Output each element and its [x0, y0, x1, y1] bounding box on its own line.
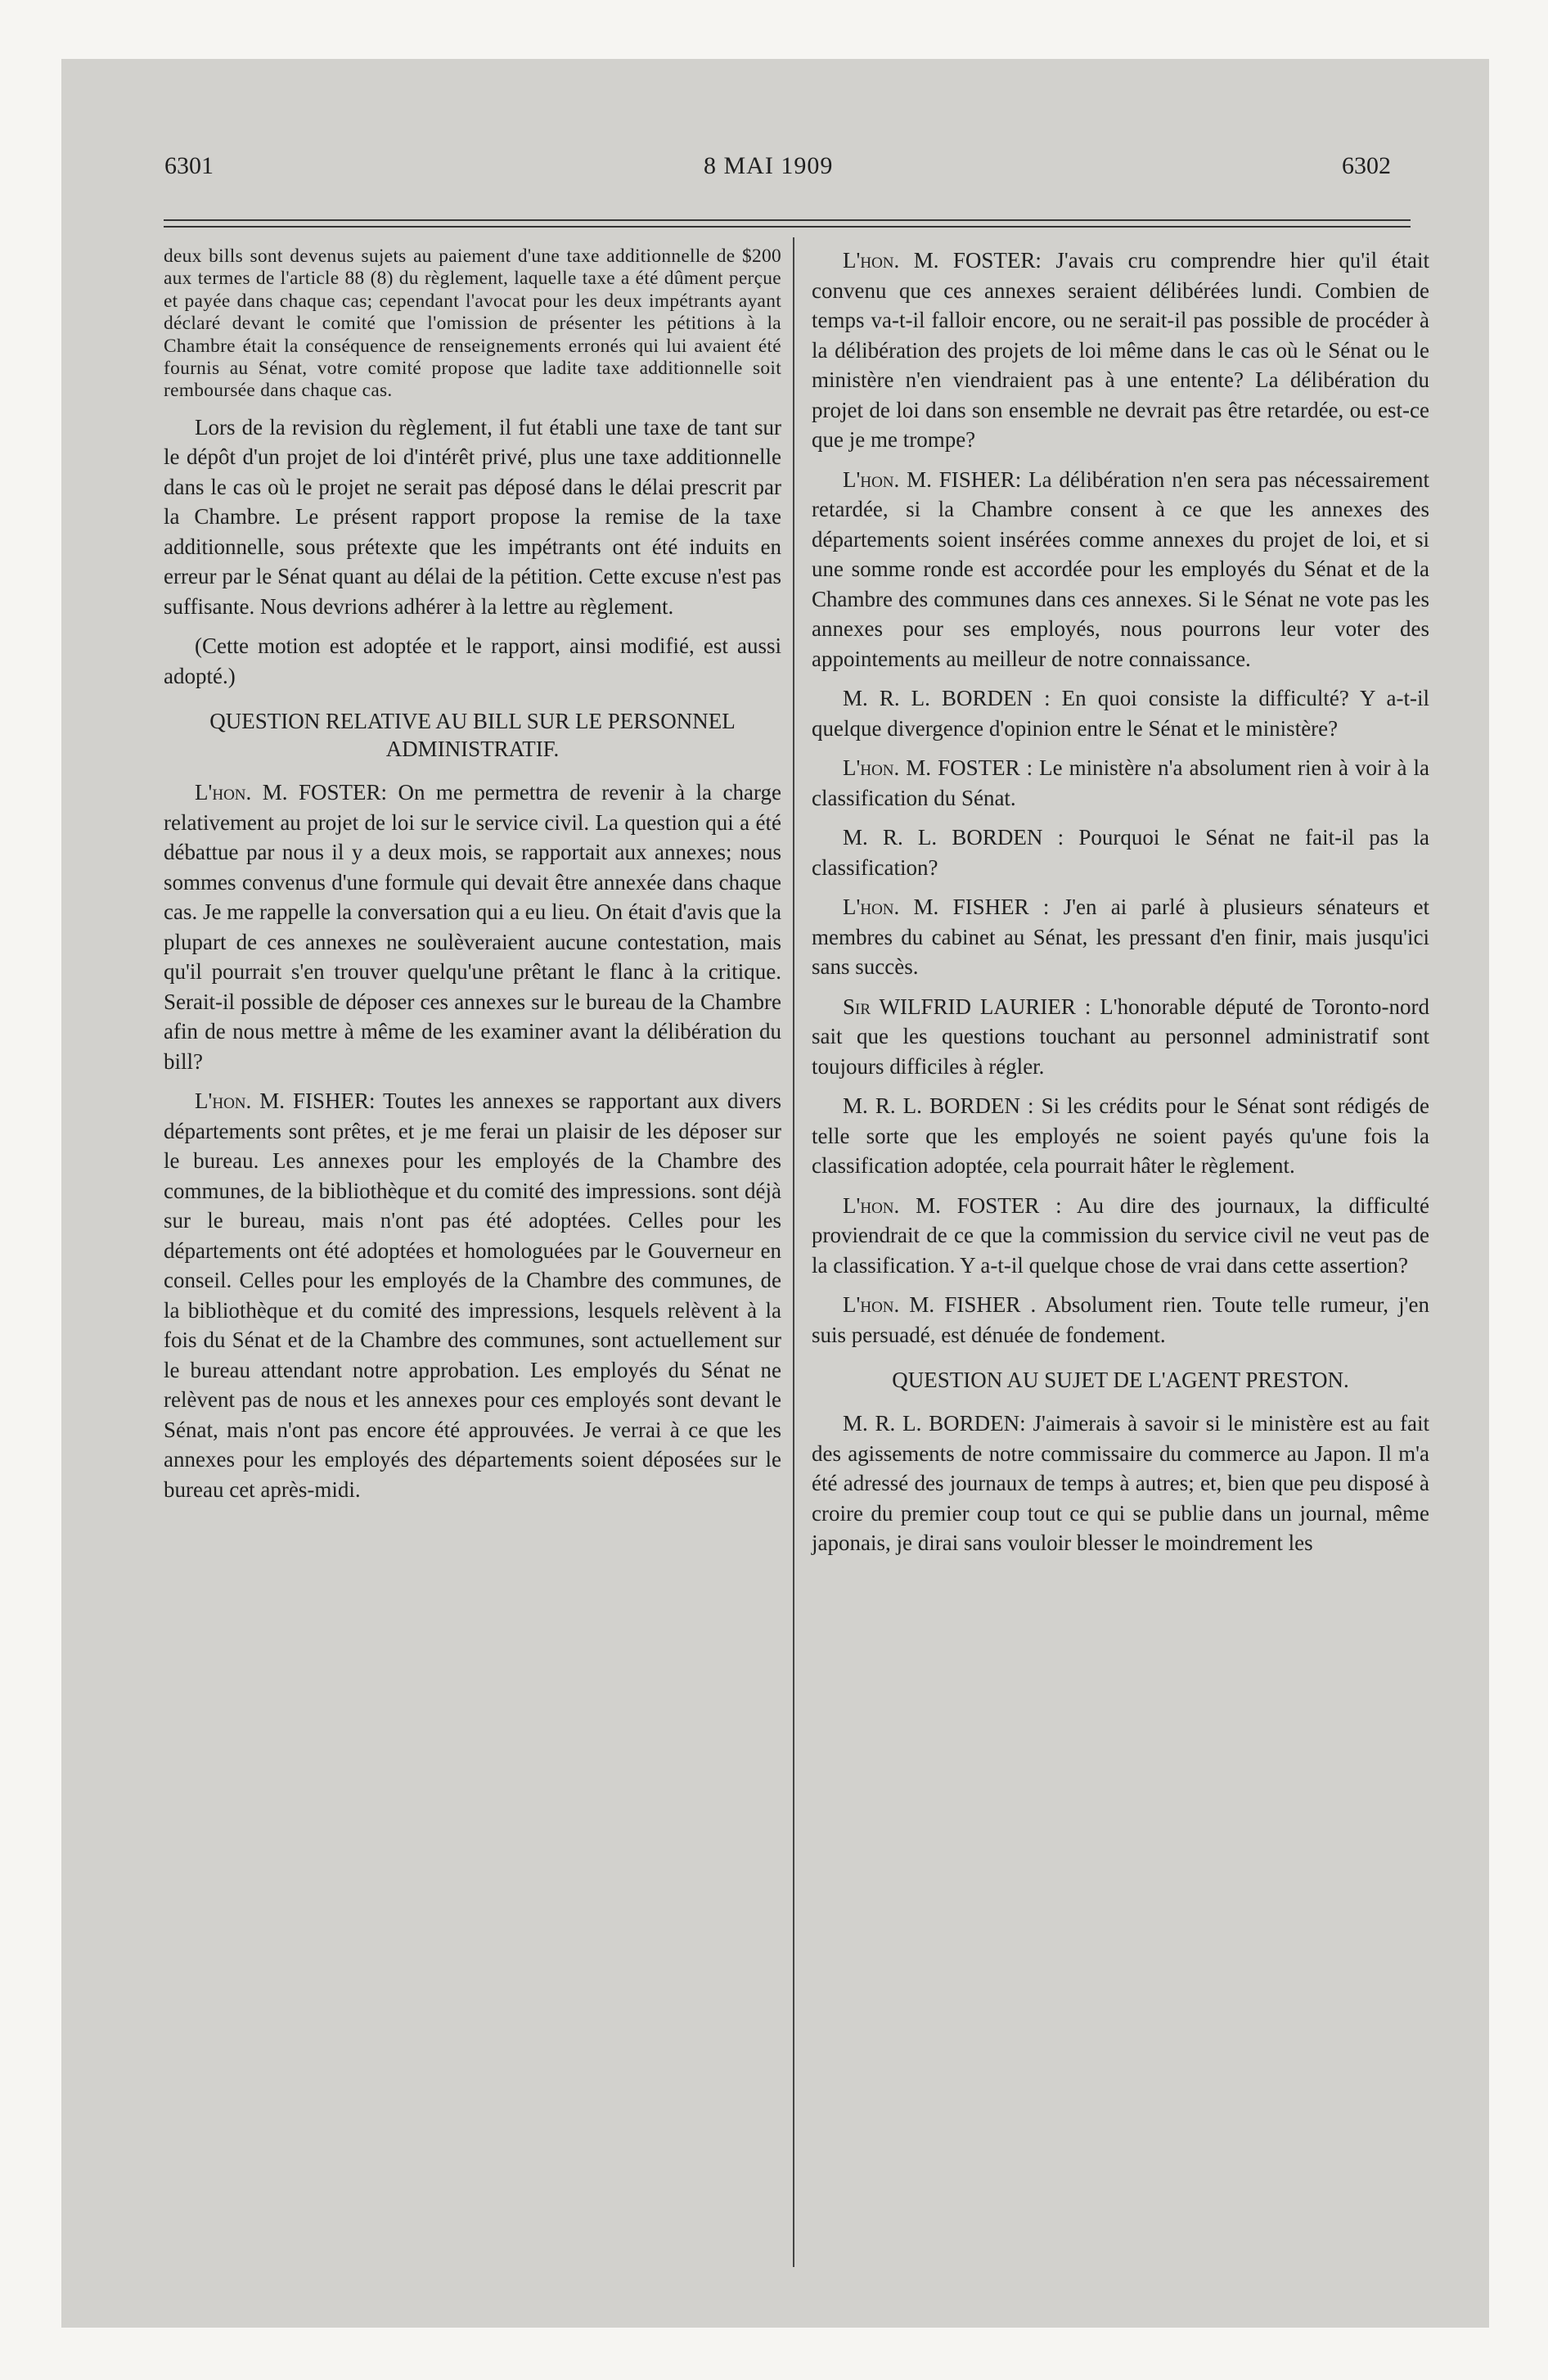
speech-text: Au dire des journaux, la difficulté proviendrait de ce que la commission du service civil ne veut pas de la classification. Y a-t-il quelque chose de vrai dans cette assertion? — [812, 1192, 1429, 1278]
section-heading: QUESTION RELATIVE AU BILL SUR LE PERSONNEL ADMINISTRATIF. — [209, 709, 736, 762]
right-column — [812, 246, 1429, 1568]
section-heading: QUESTION AU SUJET DE L'AGENT PRESTON. — [892, 1368, 1349, 1392]
speaker-name: M. R. L. BORDEN : — [843, 686, 1051, 710]
speech-paragraph — [812, 1290, 1429, 1350]
speech-text: Si les crédits pour le Sénat sont rédigés de telle sorte que les employés ne soient payés qu'une fois la classification adoptée, cela pourrait hâter le règlement. — [812, 1093, 1429, 1178]
speaker-name: M. R. L. BORDEN : — [843, 825, 1064, 850]
speech-text: Absolument rien. Toute telle rumeur, j'en suis persuadé, est dénuée de fondement. — [812, 1292, 1429, 1347]
speech-paragraph — [812, 753, 1429, 813]
speech-paragraph — [812, 465, 1429, 674]
speech-paragraph — [812, 992, 1429, 1082]
speech-paragraph — [812, 892, 1429, 982]
speech-paragraph — [164, 778, 781, 1076]
paragraph: Lors de la revision du règlement, il fut établi une taxe de tant sur le dépôt d'un projet de loi d'intérêt privé, plus une taxe additionnelle dans le cas où le projet ne serait pas déposé dans le délai prescrit par la Chambre. Le présent rapport propose la remise de la taxe additionnelle, sous prétexte que les impétrants ont été induits en erreur par le Sénat quant au délai de la pétition. Cette excuse n'est pas suffisante. Nous devrions adhérer à la lettre au règlement. — [164, 414, 781, 619]
paragraph: (Cette motion est adoptée et le rapport, ainsi modifié, est aussi adopté.) — [164, 633, 781, 688]
left-column — [164, 246, 781, 1514]
speaker-name: Sir WILFRID LAURIER : — [843, 994, 1091, 1019]
speaker-name: L'hon. M. FISHER . — [843, 1292, 1037, 1317]
speech-text: La délibération n'en sera pas nécessairement retardée, si la Chambre consent à ce que les annexes des départements soient insérées comme annexes du projet de loi, et si une somme ronde est accordée pour les employés du Sénat et de la Chambre des communes dans ces annexes. Si le Sénat ne vote pas les annexes pour ses employés, nous pourrons leur voter des appointements au meilleur de notre connaissance. — [812, 467, 1429, 671]
speaker-name: L'hon. M. FISHER: — [843, 467, 1022, 492]
speech-paragraph — [812, 1191, 1429, 1281]
speech-paragraph — [812, 823, 1429, 882]
speaker-name: M. R. L. BORDEN: — [843, 1411, 1026, 1436]
speaker-name: L'hon. M. FOSTER: — [843, 248, 1042, 273]
speaker-name: M. R. L. BORDEN : — [843, 1093, 1034, 1118]
speech-text: J'avais cru comprendre hier qu'il était convenu que ces annexes seraient délibérées lundi. Combien de temps va-t-il falloir encore, ou ne serait-il pas possible de procéder à la délibération des projets de loi même dans le cas où le Sénat ou le ministère n'en viendraient pas à une entente? La délibération du projet de loi dans son ensemble ne devrait pas être retardée, ou est-ce que je me trompe? — [812, 248, 1430, 452]
speech-text: Le ministère n'a absolument rien à voir à la classification du Sénat. — [812, 755, 1429, 810]
paragraph: deux bills sont devenus sujets au paiement d'une taxe additionnelle de $200 aux termes de l'article 88 (8) du règlement, laquelle taxe a été dûment perçue et payée dans chaque cas; cependant l'avocat pour les deux impétrants ayant déclaré devant le comité que l'omission de présenter les pétitions à la Chambre était la conséquence de renseignements erronés qui lui avaient été fournis au Sénat, votre comité propose que ladite taxe additionnelle soit remboursée dans chaque cas. — [164, 246, 781, 402]
page-number-right: 6302 — [1342, 152, 1391, 179]
speaker-name: L'hon. M. FISHER : — [843, 895, 1050, 919]
speaker-name: L'hon. M. FOSTER: — [195, 780, 387, 805]
speaker-name: L'hon. M. FOSTER : — [843, 755, 1033, 780]
speech-text: J'en ai parlé à plusieurs sénateurs et membres du cabinet au Sénat, les pressant d'en finir, mais jusqu'ici sans succès. — [812, 895, 1429, 979]
speech-text: Toutes les annexes se rapportant aux divers départements sont prêtes, et je me ferai un plaisir de les déposer sur le bureau. Les annexes pour les employés de la Chambre des communes, de la bibliothèque et du comité des impressions. sont déjà sur le bureau, mais n'ont pas été adoptées. Celles pour les départements ont été adoptées et homologuées par le Gouverneur en conseil. Celles pour les employés de la Chambre des communes, de la bibliothèque et du comité des impressions, lesquels relèvent à la fois du Sénat et de la Chambre des communes, sont actuellement sur le bureau attendant notre approbation. Les employés du Sénat ne relèvent pas de nous et les annexes pour ces employés sont devant le Sénat, mais n'ont pas encore été approuvées. Je verrai à ce que les annexes pour les employés des départements soient déposées sur le bureau cet après-midi. — [164, 1089, 781, 1502]
speech-text: L'honorable député de Toronto-nord sait que les questions touchant au personnel administratif sont toujours difficiles à régler. — [812, 994, 1429, 1079]
page-date: 8 MAI 1909 — [704, 152, 834, 179]
header-rule-top — [164, 219, 1411, 221]
speech-paragraph — [164, 1086, 781, 1504]
speech-text: Pourquoi le Sénat ne fait-il pas la classification? — [812, 825, 1429, 880]
speaker-name: L'hon. M. FOSTER : — [843, 1192, 1062, 1218]
speech-text: En quoi consiste la difficulté? Y a-t-il quelque divergence d'opinion entre le Sénat et le ministère? — [812, 686, 1429, 741]
speech-paragraph — [812, 1409, 1429, 1558]
page-header — [0, 152, 1548, 185]
header-rule-bottom — [164, 226, 1411, 228]
column-divider — [793, 237, 794, 2267]
speech-paragraph — [812, 246, 1429, 455]
page-number-left: 6301 — [164, 152, 214, 179]
speech-text: On me permettra de revenir à la charge relativement au projet de loi sur le service civil. La question qui a été débattue par nous il y a deux mois, se rapportait aux annexes; nous sommes convenus d'une formule qui devait être annexée dans chaque cas. Je me rappelle la conversation qui a eu lieu. On était d'avis que la plupart de ces annexes ne soulèveraient aucune contestation, mais qu'il pourrait s'en trouver quelqu'une prêtant le flanc à la critique. Serait-il possible de déposer ces annexes sur le bureau de la Chambre afin de nous mettre à même de les examiner avant la délibération du bill? — [164, 780, 781, 1074]
speech-paragraph — [812, 1091, 1429, 1181]
speaker-name: L'hon. M. FISHER: — [195, 1089, 376, 1114]
speech-paragraph — [812, 683, 1429, 743]
speech-text: J'aimerais à savoir si le ministère est au fait des agissements de notre commissaire du commerce au Japon. Il m'a été adressé des journaux de temps à autres; et, bien que peu disposé à croire du premier coup tout ce qui se publie dans un journal, même japonais, je dirai sans vouloir blesser le moindrement les — [812, 1411, 1429, 1555]
